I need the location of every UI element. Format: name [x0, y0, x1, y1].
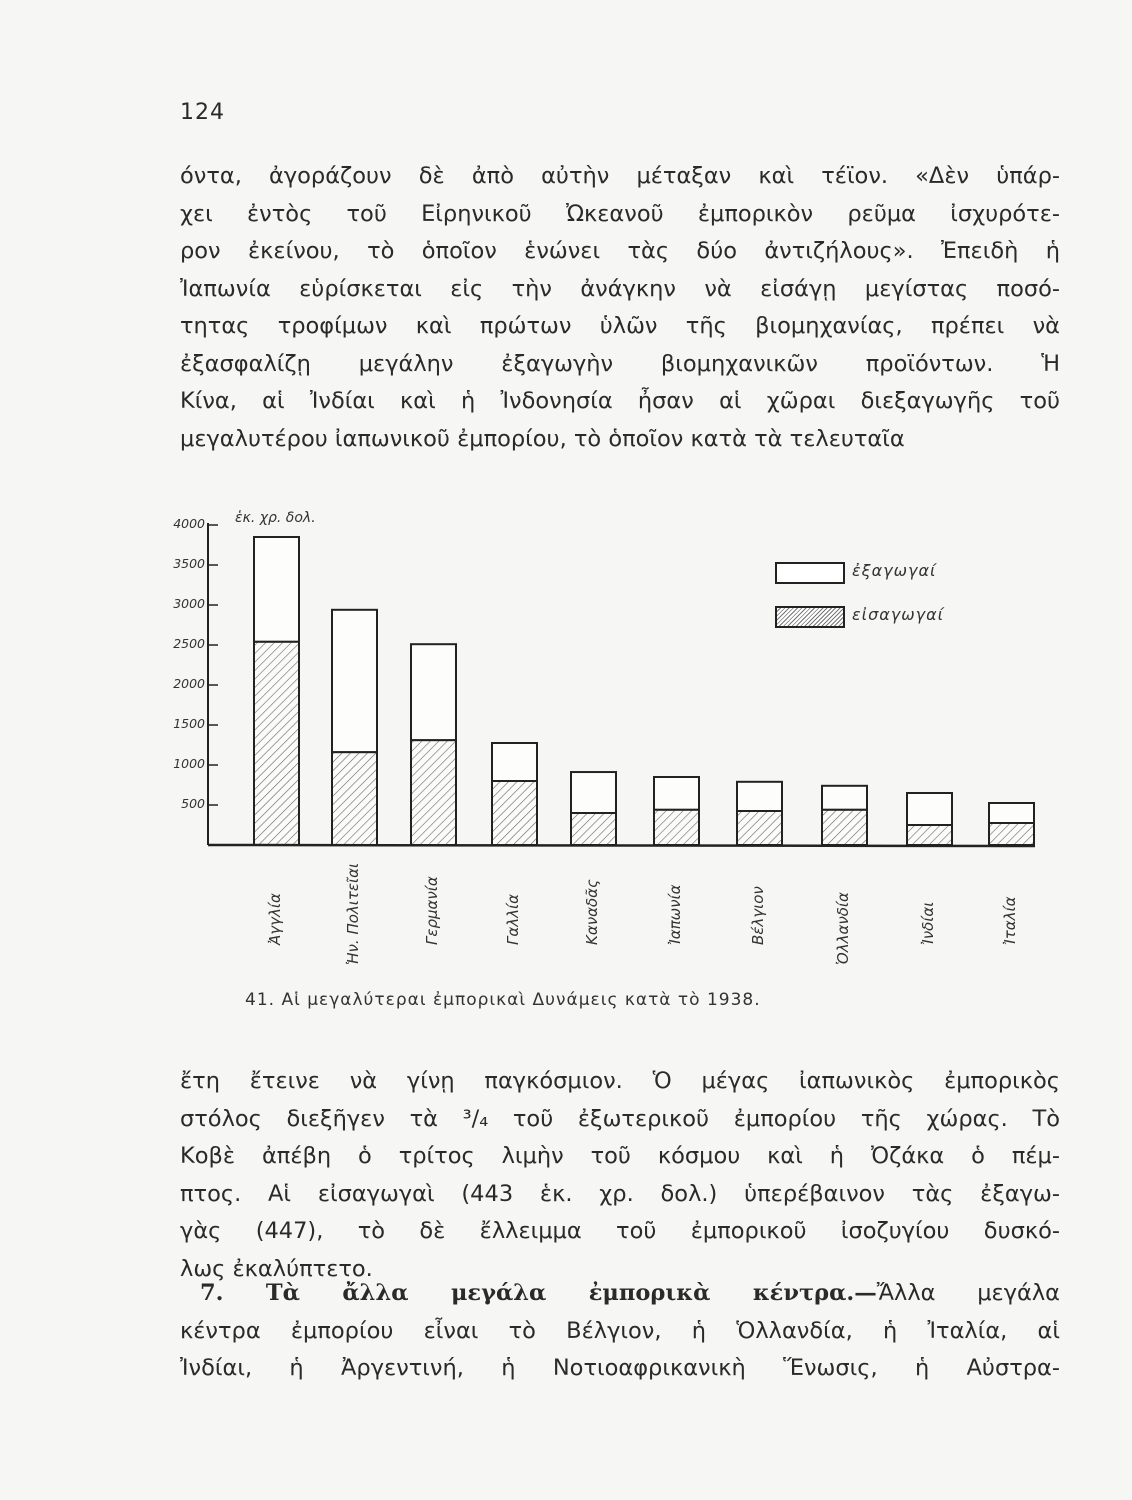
x-tick-label: Γαλλία [504, 894, 522, 945]
paragraph-line: χει ἐντὸς τοῦ Εἰρηνικοῦ Ὠκεανοῦ ἐμπορικὸν ρεῦμα ἰσχυρότε- [180, 200, 1060, 227]
bar-imports [332, 752, 377, 845]
paragraph-line: Κίνα, αἱ Ἰνδίαι καὶ ἡ Ἰνδονησία ἦσαν αἱ χῶραι διεξαγωγῆς τοῦ [180, 388, 1060, 414]
bar-exports [907, 793, 952, 825]
bar-exports [492, 743, 537, 781]
y-axis-unit-label: ἑκ. χρ. δολ. [235, 510, 316, 526]
bar-exports [822, 786, 867, 810]
bar-imports [492, 781, 537, 845]
bar-exports [989, 803, 1034, 823]
legend-label-exports: ἐξαγωγαί [852, 561, 937, 580]
y-tick-label: 1000 [173, 756, 205, 771]
y-tick-label: 3000 [173, 596, 205, 611]
paragraph-line: πτος. Αἱ εἰσαγωγαὶ (443 ἑκ. χρ. δολ.) ὑπερέβαινον τὰς ἐξαγω- [180, 1180, 1060, 1207]
x-tick-label: Βέλγιον [749, 886, 767, 945]
paragraph-line: Κοβὲ ἀπέβη ὁ τρίτος λιμὴν τοῦ κόσμου καὶ ἡ Ὀζάκα ὁ πέμ- [180, 1143, 1060, 1169]
paragraph-line: όντα, ἀγοράζουν δὲ ἀπὸ αὐτὴν μέταξαν καὶ τέϊον. «Δὲν ὑπάρ- [180, 163, 1060, 189]
x-tick-label: Καναδᾶς [583, 879, 601, 945]
x-tick-label: Ἰνδίαι [919, 901, 937, 945]
bar-exports [571, 772, 616, 813]
bar-imports [571, 813, 616, 845]
bar-exports [254, 537, 299, 642]
page-number: 124 [180, 100, 225, 125]
figure-caption: 41. Αἱ μεγαλύτεραι ἐμπορικαὶ Δυνάμεις κατὰ τὸ 1938. [245, 990, 761, 1010]
legend-swatch-imports [775, 606, 845, 628]
bar-imports [737, 811, 782, 845]
x-tick-label: Ἡν. Πολιτεῖαι [344, 862, 362, 965]
bar-imports [822, 810, 867, 845]
paragraph-line: στόλος διεξῆγεν τὰ ³/₄ τοῦ ἐξωτερικοῦ ἐμπορίου τῆς χώρας. Τὸ [180, 1105, 1060, 1132]
y-tick-label: 4000 [173, 516, 205, 531]
x-tick-label: Ἰαπωνία [666, 884, 684, 945]
paragraph-line: γὰς (447), τὸ δὲ ἔλλειμμα τοῦ ἐμπορικοῦ ἰσοζυγίου δυσκό- [180, 1218, 1060, 1244]
bar-imports [254, 642, 299, 845]
y-tick-label: 1500 [173, 716, 205, 731]
bar-imports [654, 810, 699, 845]
paragraph-line: Ἰαπωνία εὑρίσκεται εἰς τὴν ἀνάγκην νὰ εἰσάγῃ μεγίστας ποσό- [180, 275, 1060, 302]
x-tick-label: Ἀγγλία [266, 893, 284, 945]
paragraph-line: ρον ἐκείνου, τὸ ὁποῖον ἑνώνει τὰς δύο ἀντιζήλους». Ἐπειδὴ ἡ [180, 238, 1060, 264]
x-tick-label: Γερμανία [423, 876, 441, 945]
paragraph-line: μεγαλυτέρου ἰαπωνικοῦ ἐμπορίου, τὸ ὁποῖον κατὰ τὰ τελευταῖα [180, 425, 905, 452]
section-heading: 7. Τὰ ἄλλα μεγάλα ἐμπορικὰ κέντρα.— [200, 1280, 877, 1306]
bar-exports [654, 777, 699, 810]
paragraph-line: ἐξασφαλίζῃ μεγάλην ἐξαγωγὴν βιομηχανικῶν προϊόντων. Ἡ [180, 350, 1060, 377]
legend-label-imports: εἰσαγωγαί [852, 605, 945, 624]
paragraph-line: κέντρα ἐμπορίου εἶναι τὸ Βέλγιον, ἡ Ὁλλανδία, ἡ Ἰταλία, αἱ [180, 1317, 1060, 1344]
y-tick-label: 2500 [173, 636, 205, 651]
paragraph-line: Ἄλλα μεγάλα [876, 1280, 1060, 1306]
x-tick-label: Ὁλλανδία [834, 892, 852, 965]
x-tick-label: Ἰταλία [1001, 896, 1019, 945]
paragraph-bottom [180, 1275, 1060, 1388]
bar-imports [989, 823, 1034, 845]
y-tick-label: 3500 [173, 556, 205, 571]
paragraph-line: τητας τροφίμων καὶ πρώτων ὑλῶν τῆς βιομηχανίας, πρέπει νὰ [180, 313, 1060, 339]
y-tick-label: 2000 [173, 676, 205, 691]
bar-imports [411, 740, 456, 845]
paragraph-middle [180, 1063, 1060, 1288]
bar-exports [411, 644, 456, 740]
paragraph-line: λως ἐκαλύπτετο. [180, 1255, 373, 1282]
bar-exports [332, 610, 377, 752]
y-tick-label: 500 [181, 796, 205, 811]
paragraph-line: Ἰνδίαι, ἡ Ἀργεντινή, ἡ Νοτιοαφρικανικὴ Ἕνωσις, ἡ Αὐστρα- [180, 1355, 1060, 1381]
bar-imports [907, 825, 952, 845]
paragraph-line: ἔτη ἔτεινε νὰ γίνῃ παγκόσμιον. Ὁ μέγας ἰαπωνικὸς ἐμπορικὸς [180, 1068, 1060, 1094]
x-axis [208, 845, 1035, 846]
legend-swatch-exports [775, 562, 845, 584]
bar-exports [737, 782, 782, 811]
